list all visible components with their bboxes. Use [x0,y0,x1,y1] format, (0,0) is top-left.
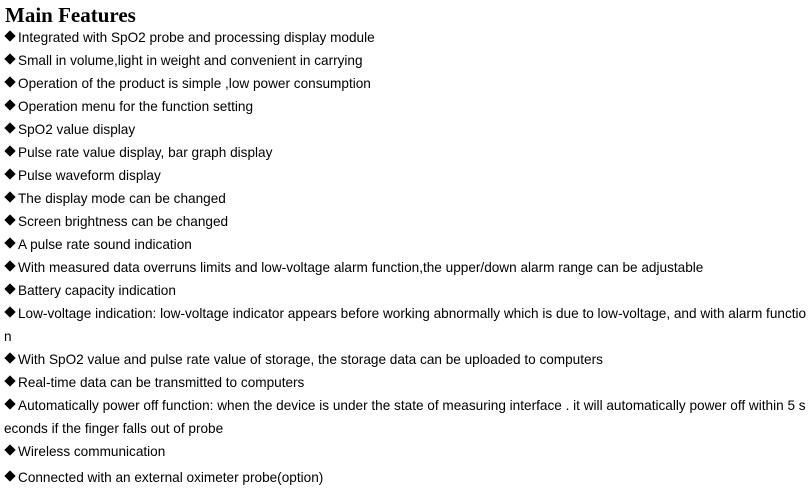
feature-text: Wireless communication [18,444,166,459]
list-item [4,279,810,302]
list-item [4,210,810,233]
list-item [4,233,810,256]
list-item [4,72,810,95]
feature-text: Screen brightness can be changed [18,214,229,229]
list-item [4,26,810,49]
feature-text: Connected with an external oximeter probe(option) [18,470,324,485]
feature-text: Low-voltage indication: low-voltage indicator appears before working abnormally which is due to low-voltage, and with alarm function [4,306,807,344]
feature-text: Small in volume,light in weight and convenient in carrying [18,53,363,68]
list-item [4,371,810,394]
feature-text: Pulse rate value display, bar graph display [18,145,273,160]
feature-list [4,26,810,489]
feature-text: Integrated with SpO2 probe and processing display module [18,30,375,45]
list-item [4,164,810,187]
feature-text: A pulse rate sound indication [18,237,192,252]
feature-text: With SpO2 value and pulse rate value of storage, the storage data can be uploaded to computers [18,352,603,367]
feature-text: SpO2 value display [18,122,136,137]
feature-text: Real-time data can be transmitted to computers [18,375,305,390]
list-item [4,348,810,371]
list-item [4,95,810,118]
list-item [4,256,810,279]
features-page [4,4,810,489]
list-item [4,394,810,440]
feature-text: Automatically power off function: when the device is under the state of measuring interface . it will automatically power off within 5 seconds if the finger falls out of probe [4,398,806,436]
feature-text: The display mode can be changed [18,191,226,206]
list-item [4,187,810,210]
feature-text: Operation menu for the function setting [18,99,254,114]
list-item [4,466,810,489]
list-item [4,49,810,72]
list-item [4,302,810,348]
feature-text: Battery capacity indication [18,283,176,298]
feature-text: Pulse waveform display [18,168,161,183]
feature-text: With measured data overruns limits and low-voltage alarm function,the upper/down alarm range can be adjustable [18,260,704,275]
list-item [4,118,810,141]
list-item [4,141,810,164]
page-title: Main Features [5,3,136,27]
list-item [4,440,810,463]
feature-text: Operation of the product is simple ,low power consumption [18,76,371,91]
